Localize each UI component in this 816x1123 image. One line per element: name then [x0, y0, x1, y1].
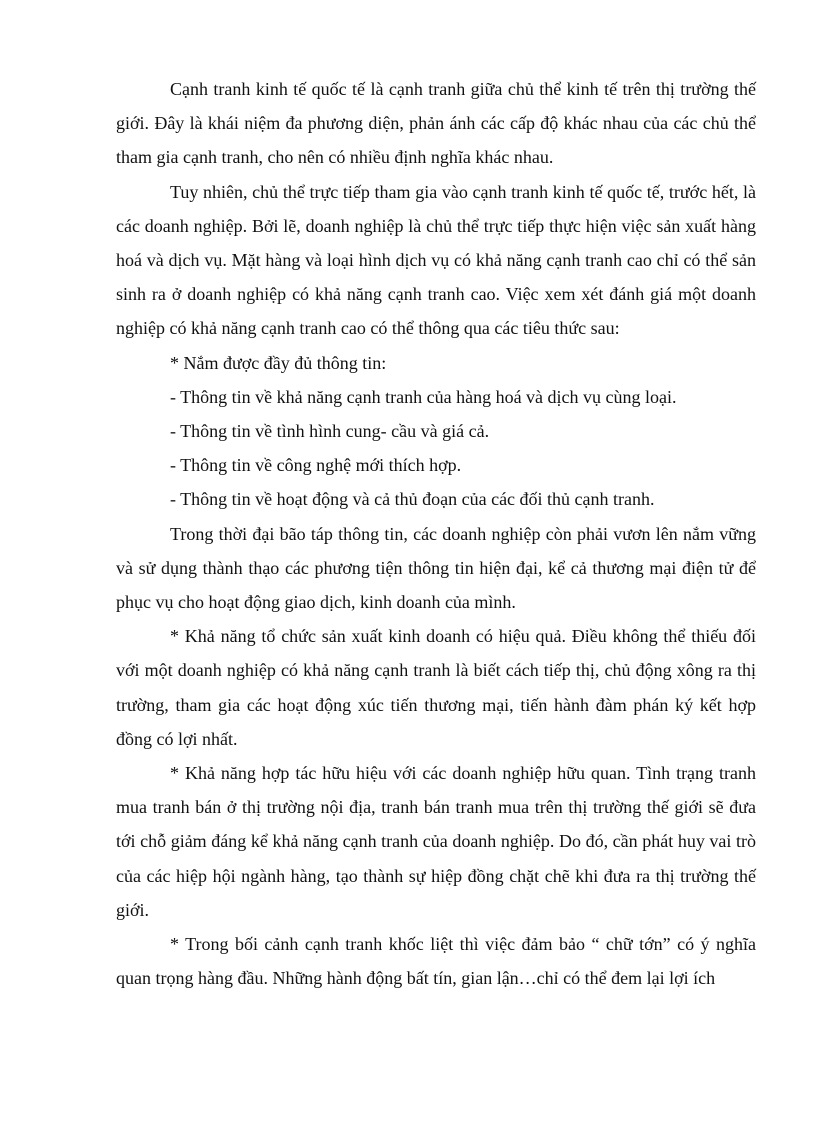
paragraph: Cạnh tranh kinh tế quốc tế là cạnh tranh giữa chủ thể kinh tế trên thị trường thế giới. Đây là khái niệm đa phương diện, phản ánh các cấp độ khác nhau của các chủ thể tham gia cạnh tranh, cho nên có nhiều định nghĩa khác nhau.	[116, 79, 756, 168]
document-body	[116, 72, 756, 995]
paragraph: * Nắm được đầy đủ thông tin:	[170, 352, 387, 373]
paragraph: * Khả năng tổ chức sản xuất kinh doanh có hiệu quả. Điều không thể thiếu đối với một doanh nghiệp có khả năng cạnh tranh là biết cách tiếp thị, chủ động xông ra thị trường, tham gia các hoạt động xúc tiến thương mại, tiến hành đàm phán ký kết hợp đồng có lợi nhất.	[116, 626, 756, 749]
paragraph: - Thông tin về công nghệ mới thích hợp.	[170, 455, 462, 476]
paragraph: Tuy nhiên, chủ thể trực tiếp tham gia vào cạnh tranh kinh tế quốc tế, trước hết, là các doanh nghiệp. Bởi lẽ, doanh nghiệp là chủ thể trực tiếp thực hiện việc sản xuất hàng hoá và dịch vụ. Mặt hàng và loại hình dịch vụ có khả năng cạnh tranh cao chỉ có thể sản sinh ra ở doanh nghiệp có khả năng cạnh tranh cao. Việc xem xét đánh giá một doanh nghiệp có khả năng cạnh tranh cao có thể thông qua các tiêu thức sau:	[116, 181, 756, 339]
paragraph: * Trong bối cảnh cạnh tranh khốc liệt thì việc đảm bảo “ chữ tớn” có ý nghĩa quan trọng hàng đầu. Những hành động bất tín, gian lận…chỉ có thể đem lại lợi ích	[116, 934, 756, 989]
paragraph: - Thông tin về tình hình cung- cầu và giá cả.	[170, 421, 490, 442]
paragraph: - Thông tin về hoạt động và cả thủ đoạn của các đối thủ cạnh tranh.	[170, 489, 655, 510]
paragraph: Trong thời đại bão táp thông tin, các doanh nghiệp còn phải vươn lên nắm vững và sử dụng thành thạo các phương tiện thông tin hiện đại, kể cả thương mại điện tử để phục vụ cho hoạt động giao dịch, kinh doanh của mình.	[116, 523, 756, 613]
paragraph: * Khả năng hợp tác hữu hiệu với các doanh nghiệp hữu quan. Tình trạng tranh mua tranh bán ở thị trường nội địa, tranh bán tranh mua trên thị trường thế giới sẽ đưa tới chỗ giảm đáng kể khả năng cạnh tranh của doanh nghiệp. Do đó, cần phát huy vai trò của các hiệp hội ngành hàng, tạo thành sự hiệp đồng chặt chẽ khi đưa ra thị trường thế giới.	[116, 763, 756, 920]
paragraph: - Thông tin về khả năng cạnh tranh của hàng hoá và dịch vụ cùng loại.	[170, 386, 677, 407]
